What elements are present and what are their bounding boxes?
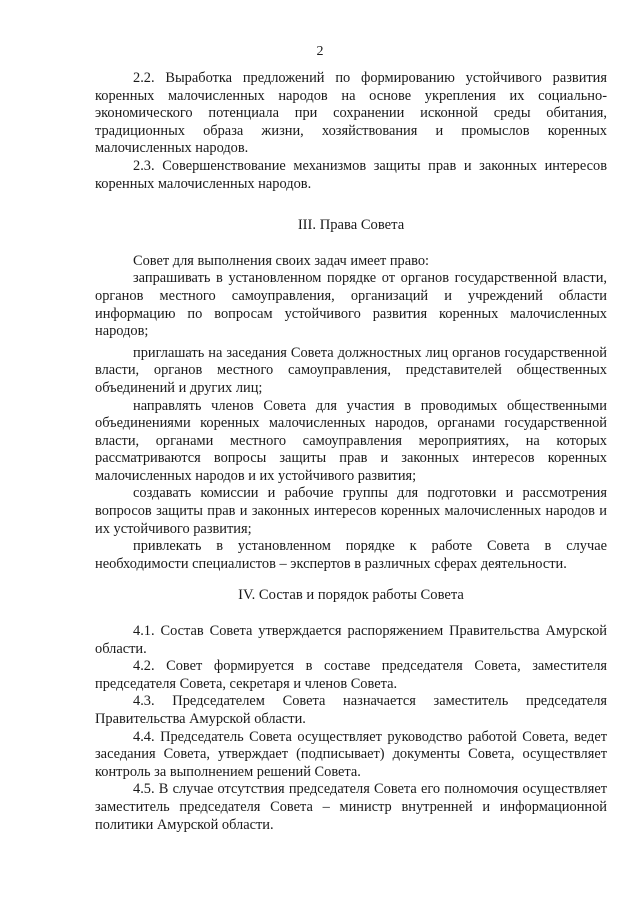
right-item-delegate: направлять членов Совета для участия в проводимых общественными объединениями коренных малочисленных народов, органами государственной власти, органами местного самоуправления мероприятиях, на которых рассматриваются вопросы защиты прав и законных интересов коренных малочисленных народов и их устойчивого развития;: [95, 397, 607, 484]
right-item-commissions: создавать комиссии и рабочие группы для подготовки и рассмотрения вопросов защиты прав и законных интересов коренных малочисленных народов и их устойчивого развития;: [95, 485, 607, 537]
section-4-heading: IV. Состав и порядок работы Совета: [238, 587, 464, 604]
clause-4-3: 4.3. Председателем Совета назначается заместитель председателя Правительства Амурской области.: [95, 693, 607, 727]
clause-4-1: 4.1. Состав Совета утверждается распоряжением Правительства Амурской области.: [95, 623, 607, 657]
clause-4-4: 4.4. Председатель Совета осуществляет руководство работой Совета, ведет заседания Совета, утверждает (подписывает) документы Совета, осуществляет контроль за выполнением решений Совета.: [95, 728, 607, 780]
right-item-invite: приглашать на заседания Совета должностных лиц органов государственной власти, органов местного самоуправления, представителей общественных объединений и других лиц;: [95, 344, 607, 396]
right-item-request-info: запрашивать в установленном порядке от органов государственной власти, органов местного самоуправления, организаций и учреждений области информацию по вопросам устойчивого развития коренных малочисленных народов;: [95, 270, 607, 340]
page-number: 2: [316, 44, 324, 59]
clause-4-5: 4.5. В случае отсутствия председателя Совета его полномочия осуществляет заместитель председателя Совета – министр внутренней и информационной политики Амурской области.: [95, 781, 607, 833]
section-3-intro: Совет для выполнения своих задач имеет право:: [133, 252, 430, 269]
right-item-experts: привлекать в установленном порядке к работе Совета в случае необходимости специалистов – экспертов в различных сферах деятельности.: [95, 538, 607, 572]
document-body: [95, 70, 607, 834]
clause-4-2: 4.2. Совет формируется в составе председателя Совета, заместителя председателя Совета, секретаря и членов Совета.: [95, 658, 607, 692]
clause-2-3: 2.3. Совершенствование механизмов защиты прав и законных интересов коренных малочисленных народов.: [95, 157, 607, 192]
clause-2-2: 2.2. Выработка предложений по формированию устойчивого развития коренных малочисленных народов на основе укрепления их социально-экономического потенциала при сохранении исконной среды обитания, традиционных образа жизни, хозяйствования и промыслов коренных малочисленных народов.: [95, 70, 607, 157]
section-3-heading: III. Права Совета: [297, 217, 405, 234]
